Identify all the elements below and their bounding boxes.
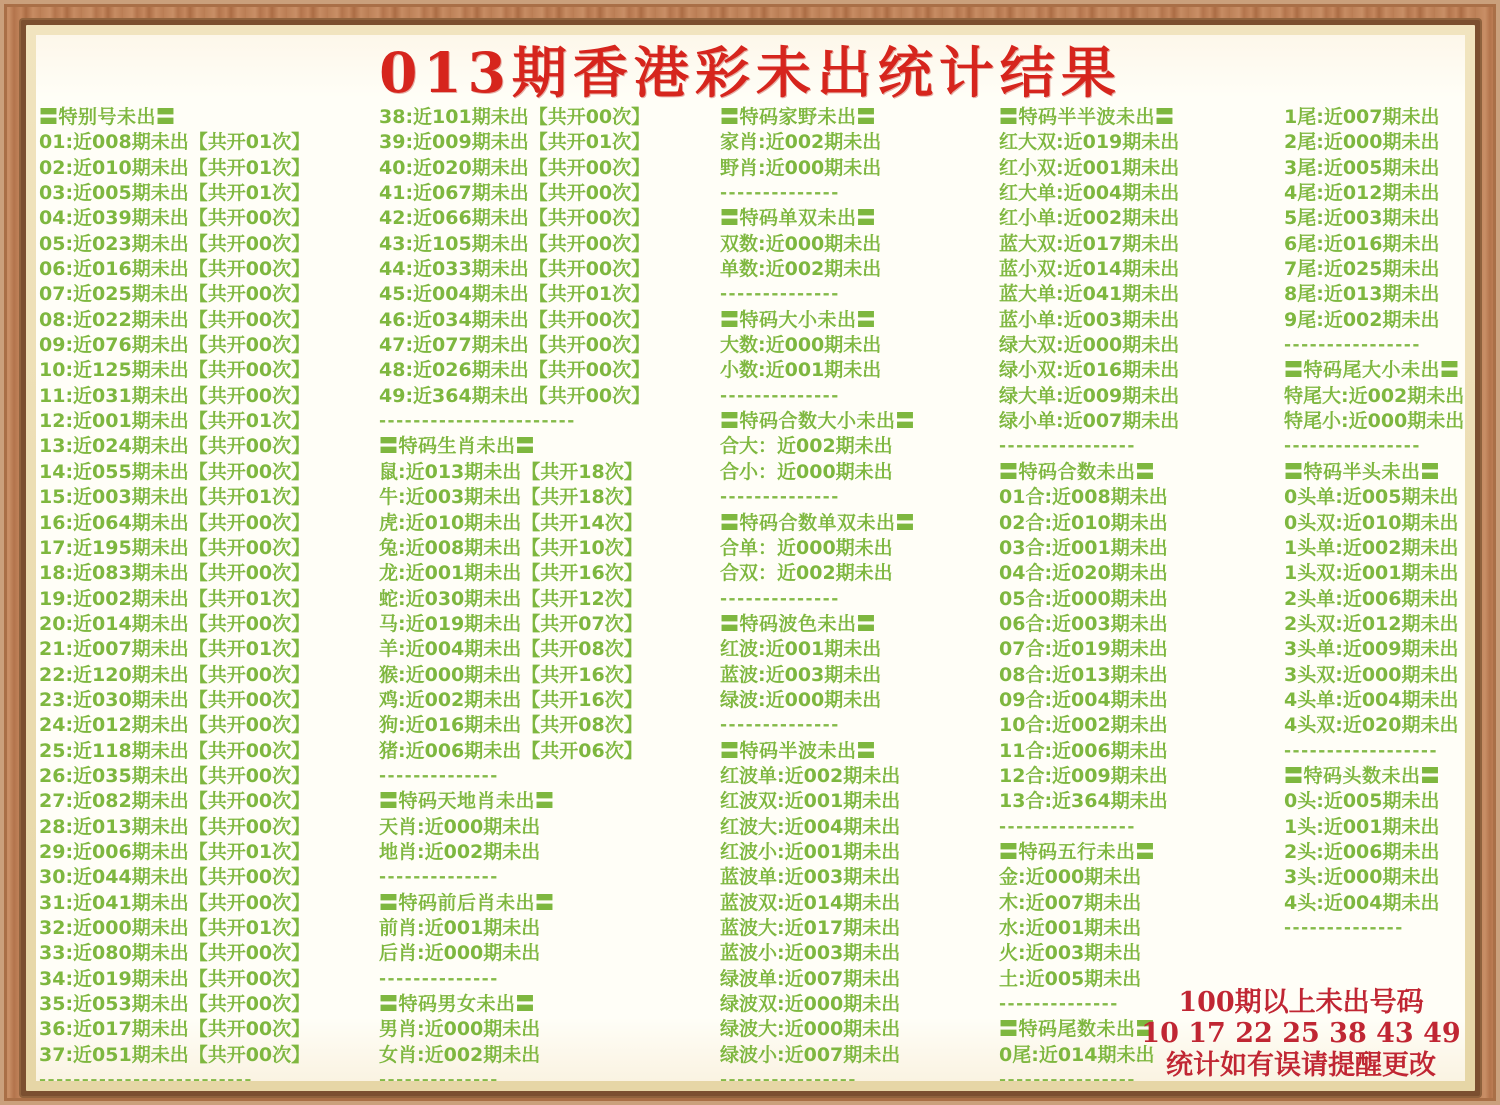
footer-note — [1141, 987, 1461, 1082]
stat-line: 36:近017期未出【共开00次】 — [39, 1018, 311, 1041]
stat-line: 牛:近003期未出【共开18次】 — [379, 486, 643, 509]
stat-line: 前肖:近001期未出 — [379, 917, 541, 939]
stat-line: 0头单:近005期未出 — [1284, 486, 1459, 509]
stat-line: 合双：近002期未出 — [720, 562, 893, 585]
stat-line: 绿波单:近007期未出 — [720, 967, 901, 990]
stat-line: 0头:近005期未出 — [1284, 790, 1440, 813]
stat-line: 2头双:近012期未出 — [1284, 612, 1459, 635]
stat-line: 合小：近000期未出 — [720, 460, 893, 483]
stat-line: 鼠:近013期未出【共开18次】 — [379, 460, 643, 483]
stat-line: 双数:近000期未出 — [720, 232, 882, 255]
stat-line: 33:近080期未出【共开00次】 — [39, 942, 311, 965]
stat-line: 9尾:近002期未出 — [1284, 308, 1440, 331]
stat-line: 27:近082期未出【共开00次】 — [39, 790, 311, 813]
separator: -------------- — [999, 994, 1119, 1015]
section-header: 〓特码合数未出〓 — [999, 460, 1156, 483]
separator: ---------------- — [720, 1070, 857, 1081]
stat-line: 绿大双:近000期未出 — [999, 334, 1180, 357]
stat-line: 红波小:近001期未出 — [720, 840, 901, 863]
stat-line: 女肖:近002期未出 — [379, 1043, 541, 1066]
separator: -------------- — [379, 968, 499, 989]
stat-line: 07:近025期未出【共开00次】 — [39, 283, 311, 306]
stat-line: 猴:近000期未出【共开16次】 — [379, 663, 643, 686]
stat-line: 蓝波双:近014期未出 — [720, 891, 901, 914]
stat-line: 13:近024期未出【共开00次】 — [39, 435, 311, 458]
stat-line: 02:近010期未出【共开01次】 — [39, 156, 311, 179]
stat-line: 21:近007期未出【共开01次】 — [39, 638, 311, 661]
separator: ----------------------- — [379, 411, 576, 432]
stat-line: 绿大单:近009期未出 — [999, 384, 1180, 407]
stat-line: 45:近004期未出【共开01次】 — [379, 283, 651, 306]
section-header: 〓特码半头未出〓 — [1284, 460, 1441, 483]
stat-line: 特尾小:近000期未出 — [1284, 410, 1465, 433]
stat-line: 10:近125期未出【共开00次】 — [39, 359, 311, 382]
stat-line: 8尾:近013期未出 — [1284, 283, 1440, 306]
separator: -------------- — [379, 867, 499, 888]
stat-line: 红小单:近002期未出 — [999, 207, 1180, 230]
stat-line: 40:近020期未出【共开00次】 — [379, 156, 651, 179]
stat-line: 32:近000期未出【共开01次】 — [39, 917, 311, 939]
stat-line: 3头:近000期未出 — [1284, 866, 1440, 889]
stat-line: 单数:近002期未出 — [720, 258, 882, 281]
stat-line: 土:近005期未出 — [999, 967, 1142, 990]
stat-line: 4头:近004期未出 — [1284, 891, 1440, 914]
stat-line: 0头双:近010期未出 — [1284, 511, 1459, 534]
separator: -------------- — [379, 1070, 499, 1081]
stat-line: 39:近009期未出【共开01次】 — [379, 131, 651, 154]
stat-line: 29:近006期未出【共开01次】 — [39, 840, 311, 863]
section-header: 〓特码合数单双未出〓 — [720, 511, 916, 534]
section-header: 〓特码尾数未出〓 — [999, 1018, 1156, 1041]
stat-line: 蛇:近030期未出【共开12次】 — [379, 587, 643, 610]
stat-line: 4头双:近020期未出 — [1284, 714, 1459, 737]
stat-line: 蓝波:近003期未出 — [720, 663, 882, 686]
section-header: 〓特别号未出〓 — [39, 106, 176, 128]
stat-line: 红小双:近001期未出 — [999, 156, 1180, 179]
stat-line: 2头单:近006期未出 — [1284, 587, 1459, 610]
stat-line: 35:近053期未出【共开00次】 — [39, 993, 311, 1016]
stat-line: 绿小双:近016期未出 — [999, 359, 1180, 382]
stat-line: 26:近035期未出【共开00次】 — [39, 764, 311, 787]
stat-line: 24:近012期未出【共开00次】 — [39, 714, 311, 737]
column-wave-groups — [720, 105, 1010, 1081]
section-header: 〓特码合数大小未出〓 — [720, 410, 916, 433]
stat-line: 06:近016期未出【共开00次】 — [39, 258, 311, 281]
separator: -------------- — [720, 715, 840, 736]
stat-line: 31:近041期未出【共开00次】 — [39, 891, 311, 914]
stat-line: 07合:近019期未出 — [999, 638, 1168, 661]
stat-line: 28:近013期未出【共开00次】 — [39, 815, 311, 838]
section-header: 〓特码天地肖未出〓 — [379, 790, 555, 813]
stat-line: 47:近077期未出【共开00次】 — [379, 334, 651, 357]
footer-line: 100期以上未出号码 — [1178, 986, 1424, 1018]
separator: ---------------- — [999, 816, 1136, 837]
section-header: 〓特码半波未出〓 — [720, 739, 877, 762]
section-header: 〓特码生肖未出〓 — [379, 435, 536, 458]
stat-line: 3头单:近009期未出 — [1284, 638, 1459, 661]
section-header: 〓特码家野未出〓 — [720, 106, 877, 128]
stat-line: 2尾:近000期未出 — [1284, 131, 1440, 154]
stat-line: 12:近001期未出【共开01次】 — [39, 410, 311, 433]
stat-line: 红波:近001期未出 — [720, 638, 882, 661]
stat-line: 绿波双:近000期未出 — [720, 993, 901, 1016]
stat-line: 1头双:近001期未出 — [1284, 562, 1459, 585]
column-numbers-zodiac — [379, 105, 679, 1081]
stat-line: 蓝波单:近003期未出 — [720, 866, 901, 889]
stat-line: 蓝小单:近003期未出 — [999, 308, 1180, 331]
stat-line: 合单：近000期未出 — [720, 536, 893, 559]
stat-line: 金:近000期未出 — [999, 866, 1142, 889]
stat-line: 05:近023期未出【共开00次】 — [39, 232, 311, 255]
stat-line: 水:近001期未出 — [999, 917, 1142, 939]
separator: -------------- — [1284, 918, 1404, 938]
section-header: 〓特码大小未出〓 — [720, 308, 877, 331]
stat-line: 03:近005期未出【共开01次】 — [39, 182, 311, 205]
stat-line: 03合:近001期未出 — [999, 536, 1168, 559]
separator: -------------- — [379, 765, 499, 786]
stat-line: 绿小单:近007期未出 — [999, 410, 1180, 433]
stat-line: 23:近030期未出【共开00次】 — [39, 688, 311, 711]
stat-line: 小数:近001期未出 — [720, 359, 882, 382]
separator: -------------- — [720, 284, 840, 305]
stat-line: 43:近105期未出【共开00次】 — [379, 232, 651, 255]
footer-line: 10 17 22 25 38 43 49 — [1141, 1018, 1461, 1049]
stat-line: 11:近031期未出【共开00次】 — [39, 384, 311, 407]
stat-line: 13合:近364期未出 — [999, 790, 1168, 813]
stat-line: 7尾:近025期未出 — [1284, 258, 1440, 281]
stat-line: 17:近195期未出【共开00次】 — [39, 536, 311, 559]
separator: -------------- — [720, 588, 840, 609]
stat-line: 红大双:近019期未出 — [999, 131, 1180, 154]
separator: ---------------- — [1284, 335, 1421, 356]
stat-line: 合大：近002期未出 — [720, 435, 893, 458]
separator: ---------------- — [999, 436, 1136, 457]
stat-line: 6尾:近016期未出 — [1284, 232, 1440, 255]
stat-line: 04合:近020期未出 — [999, 562, 1168, 585]
separator: -------------- — [720, 487, 840, 508]
stat-line: 0尾:近014期未出 — [999, 1043, 1155, 1066]
separator: ---------------- — [999, 1070, 1136, 1081]
stat-line: 1尾:近007期未出 — [1284, 106, 1440, 128]
stat-line: 1头单:近002期未出 — [1284, 536, 1459, 559]
stat-line: 46:近034期未出【共开00次】 — [379, 308, 651, 331]
stat-line: 火:近003期未出 — [999, 942, 1142, 965]
stat-line: 兔:近008期未出【共开10次】 — [379, 536, 643, 559]
stat-line: 蓝大单:近041期未出 — [999, 283, 1180, 306]
stat-line: 12合:近009期未出 — [999, 764, 1168, 787]
section-header: 〓特码尾大小未出〓 — [1284, 359, 1460, 382]
stat-line: 15:近003期未出【共开01次】 — [39, 486, 311, 509]
stat-line: 天肖:近000期未出 — [379, 815, 541, 838]
stat-line: 狗:近016期未出【共开08次】 — [379, 714, 643, 737]
stat-line: 蓝大双:近017期未出 — [999, 232, 1180, 255]
stat-line: 04:近039期未出【共开00次】 — [39, 207, 311, 230]
stat-line: 木:近007期未出 — [999, 891, 1142, 914]
stat-line: 1头:近001期未出 — [1284, 815, 1440, 838]
section-header: 〓特码男女未出〓 — [379, 993, 536, 1016]
stat-line: 34:近019期未出【共开00次】 — [39, 967, 311, 990]
stat-line: 44:近033期未出【共开00次】 — [379, 258, 651, 281]
stat-line: 特尾大:近002期未出 — [1284, 384, 1465, 407]
stat-line: 蓝小双:近014期未出 — [999, 258, 1180, 281]
stat-line: 14:近055期未出【共开00次】 — [39, 460, 311, 483]
stat-line: 家肖:近002期未出 — [720, 131, 882, 154]
stat-line: 虎:近010期未出【共开14次】 — [379, 511, 643, 534]
stat-line: 绿波大:近000期未出 — [720, 1018, 901, 1041]
section-header: 〓特码前后肖未出〓 — [379, 891, 555, 914]
stat-line: 3尾:近005期未出 — [1284, 156, 1440, 179]
stat-line: 19:近002期未出【共开01次】 — [39, 587, 311, 610]
stat-line: 02合:近010期未出 — [999, 511, 1168, 534]
stat-line: 01:近008期未出【共开01次】 — [39, 131, 311, 154]
stat-line: 42:近066期未出【共开00次】 — [379, 207, 651, 230]
separator: ---------------- — [1284, 436, 1421, 457]
stat-line: 20:近014期未出【共开00次】 — [39, 612, 311, 635]
stat-line: 红大单:近004期未出 — [999, 182, 1180, 205]
stat-line: 16:近064期未出【共开00次】 — [39, 511, 311, 534]
stat-line: 大数:近000期未出 — [720, 334, 882, 357]
stat-line: 男肖:近000期未出 — [379, 1018, 541, 1041]
stat-line: 10合:近002期未出 — [999, 714, 1168, 737]
stat-line: 鸡:近002期未出【共开16次】 — [379, 688, 643, 711]
column-tails-heads — [1284, 105, 1465, 941]
stat-line: 蓝波小:近003期未出 — [720, 942, 901, 965]
stat-line: 18:近083期未出【共开00次】 — [39, 562, 311, 585]
page-title: 013期香港彩未出统计结果 — [379, 40, 1122, 105]
stat-line: 4头单:近004期未出 — [1284, 688, 1459, 711]
stat-line: 11合:近006期未出 — [999, 739, 1168, 762]
section-header: 〓特码头数未出〓 — [1284, 764, 1441, 787]
stat-line: 09合:近004期未出 — [999, 688, 1168, 711]
stat-line: 08合:近013期未出 — [999, 663, 1168, 686]
stat-line: 5尾:近003期未出 — [1284, 207, 1440, 230]
stat-line: 06合:近003期未出 — [999, 612, 1168, 635]
stat-line: 05合:近000期未出 — [999, 587, 1168, 610]
section-header: 〓特码波色未出〓 — [720, 612, 877, 635]
stat-line: 41:近067期未出【共开00次】 — [379, 182, 651, 205]
stat-line: 野肖:近000期未出 — [720, 156, 882, 179]
separator: -------------- — [720, 183, 840, 204]
stat-line: 38:近101期未出【共开00次】 — [379, 106, 651, 128]
column-special-numbers — [39, 105, 374, 1081]
stat-line: 地肖:近002期未出 — [379, 840, 541, 863]
stat-line: 蓝波大:近017期未出 — [720, 917, 901, 939]
stat-line: 红波单:近002期未出 — [720, 764, 901, 787]
stat-line: 马:近019期未出【共开07次】 — [379, 612, 643, 635]
stat-line: 09:近076期未出【共开00次】 — [39, 334, 311, 357]
stat-line: 22:近120期未出【共开00次】 — [39, 663, 311, 686]
separator: ------------------ — [1284, 740, 1439, 761]
stats-board — [36, 35, 1465, 1081]
stat-line: 4尾:近012期未出 — [1284, 182, 1440, 205]
stat-line: 绿波小:近007期未出 — [720, 1043, 901, 1066]
stat-line: 羊:近004期未出【共开08次】 — [379, 638, 643, 661]
stat-line: 01合:近008期未出 — [999, 486, 1168, 509]
stat-line: 3头双:近000期未出 — [1284, 663, 1459, 686]
stat-line: 37:近051期未出【共开00次】 — [39, 1043, 311, 1066]
section-header: 〓特码半半波未出〓 — [999, 106, 1175, 128]
stat-line: 红波大:近004期未出 — [720, 815, 901, 838]
stat-line: 猪:近006期未出【共开06次】 — [379, 739, 643, 762]
stat-line: 绿波:近000期未出 — [720, 688, 882, 711]
stat-line: 49:近364期未出【共开00次】 — [379, 384, 651, 407]
stat-line: 红波双:近001期未出 — [720, 790, 901, 813]
stat-line: 30:近044期未出【共开00次】 — [39, 866, 311, 889]
stat-line: 08:近022期未出【共开00次】 — [39, 308, 311, 331]
stat-line: 后肖:近000期未出 — [379, 942, 541, 965]
column-sum-elements — [999, 105, 1284, 1081]
stat-line: 25:近118期未出【共开00次】 — [39, 739, 311, 762]
footer-line: 统计如有误请提醒更改 — [1166, 1049, 1436, 1081]
stat-line: 龙:近001期未出【共开16次】 — [379, 562, 643, 585]
section-header: 〓特码五行未出〓 — [999, 840, 1156, 863]
stat-line: 48:近026期未出【共开00次】 — [379, 359, 651, 382]
stat-line: 2头:近006期未出 — [1284, 840, 1440, 863]
section-header: 〓特码单双未出〓 — [720, 207, 877, 230]
separator: ------------------------- — [39, 1070, 253, 1081]
separator: -------------- — [720, 385, 840, 406]
